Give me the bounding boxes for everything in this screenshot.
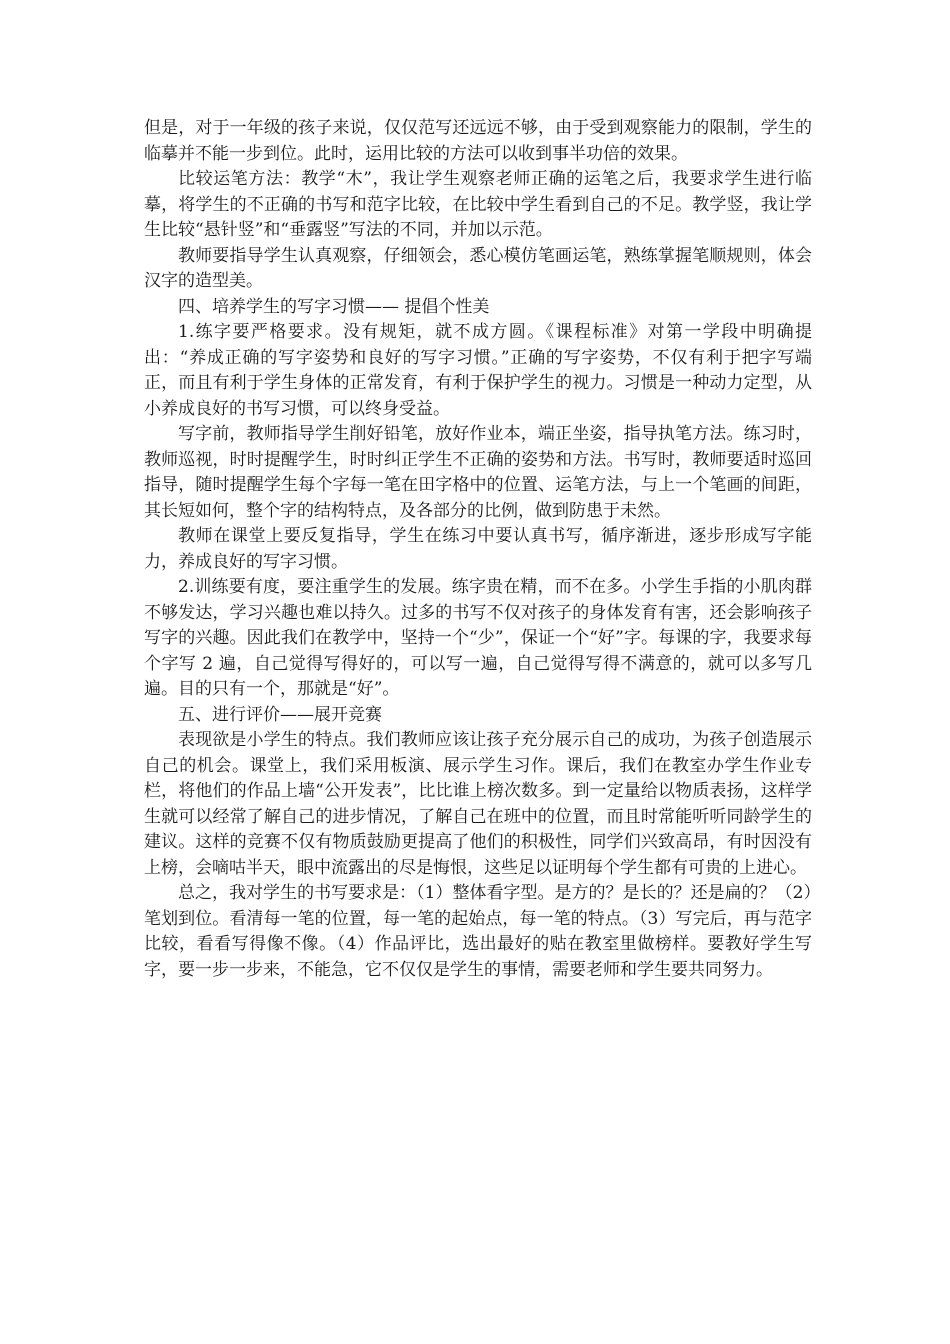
- section-heading-5: 五、进行评价——展开竞赛: [178, 704, 382, 725]
- paragraph-5: 1.练字要严格要求。没有规矩，就不成方圆。《课程标准》对第一学段中明确提出：“养成正确的写字姿势和良好的写字习惯。”正确的写字姿势，不仅有利于把字写端正，而且有利于学生身体的正常发育，有利于保护学生的视力。习惯是一种动力定型，从小养成良好的书写习惯，可以终身受益。: [144, 322, 812, 419]
- paragraph-7: 教师在课堂上要反复指导，学生在练习中要认真书写，循序渐进，逐步形成写字能力，养成良好的写字习惯。: [144, 526, 812, 572]
- paragraph-3: 教师要指导学生认真观察，仔细领会，悉心模仿笔画运笔，熟练掌握笔顺规则，体会汉字的造型美。: [144, 245, 812, 291]
- paragraph-1: 但是，对于一年级的孩子来说，仅仅范写还远远不够，由于受到观察能力的限制，学生的临摹并不能一步到位。此时，运用比较的方法可以收到事半功倍的效果。: [144, 118, 812, 164]
- document-body: [144, 116, 812, 983]
- paragraph-11: 总之，我对学生的书写要求是：（1）整体看字型。是方的？是长的？还是扁的？（2）笔划到位。看清每一笔的位置，每一笔的起始点，每一笔的特点。（3）写完后，再与范字比较，看看写得像不像。（4）作品评比，选出最好的贴在教室里做榜样。要教好学生写字，要一步一步来，不能急，它不仅仅是学生的事情，需要老师和学生要共同努力。: [144, 883, 812, 980]
- paragraph-10: 表现欲是小学生的特点。我们教师应该让孩子充分展示自己的成功，为孩子创造展示自己的机会。课堂上，我们采用板演、展示学生习作。课后，我们在教室办学生作业专栏，将他们的作品上墙“公开发表”，比比谁上榜次数多。到一定量给以物质表扬，这样学生就可以经常了解自己的进步情况，了解自己在班中的位置，而且时常能听听同龄学生的建议。这样的竞赛不仅有物质鼓励更提高了他们的积极性，同学们兴致高昂，有时因没有上榜，会嘀咕半天，眼中流露出的尽是悔恨，这些足以证明每个学生都有可贵的上进心。: [144, 730, 812, 878]
- section-heading-4: 四、培养学生的写字习惯—— 提倡个性美: [178, 296, 490, 317]
- paragraph-6: 写字前，教师指导学生削好铅笔，放好作业本，端正坐姿，指导执笔方法。练习时，教师巡视，时时提醒学生，时时纠正学生不正确的姿势和方法。书写时，教师要适时巡回指导，随时提醒学生每个字每一笔在田字格中的位置、运笔方法，与上一个笔画的间距，其长短如何，整个字的结构特点，及各部分的比例，做到防患于未然。: [144, 424, 812, 521]
- paragraph-8: 2.训练要有度，要注重学生的发展。练字贵在精，而不在多。小学生手指的小肌肉群不够发达，学习兴趣也难以持久。过多的书写不仅对孩子的身体发育有害，还会影响孩子写字的兴趣。因此我们在教学中，坚持一个“少”，保证一个“好”字。每课的字，我要求每个字写 2 遍，自己觉得写得好的，可以写一遍，自己觉得写得不满意的，就可以多写几遍。目的只有一个，那就是“好”。: [144, 577, 812, 699]
- paragraph-2: 比较运笔方法：教学“木”，我让学生观察老师正确的运笔之后，我要求学生进行临摹，将学生的不正确的书写和范字比较，在比较中学生看到自己的不足。教学竖，我让学生比较“悬针竖”和“垂露竖”写法的不同，并加以示范。: [144, 169, 812, 240]
